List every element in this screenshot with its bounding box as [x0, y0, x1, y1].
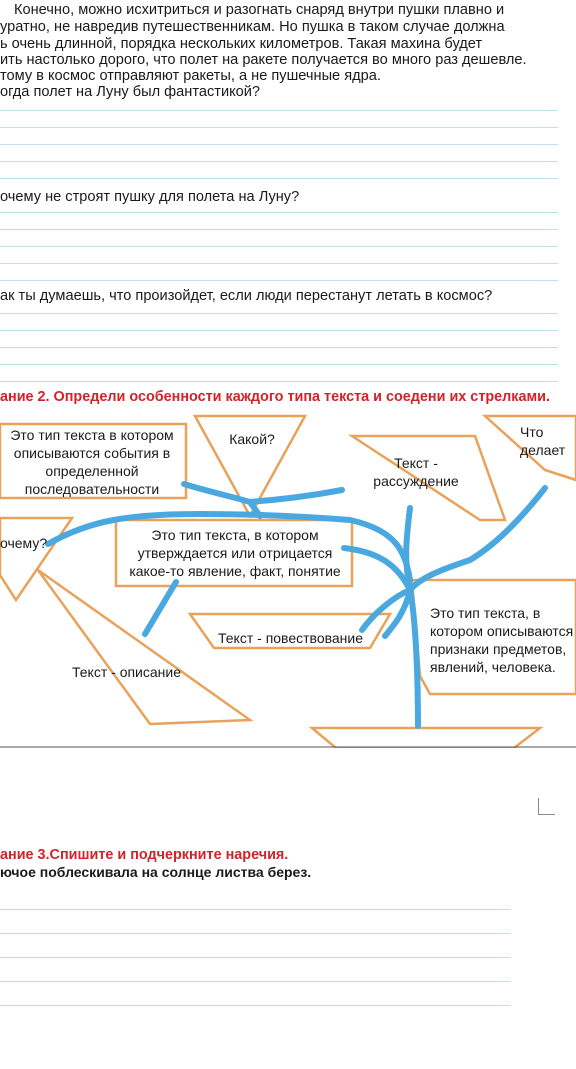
answer-line[interactable] [0, 347, 558, 348]
box-kakoy-text: Какой? [229, 431, 275, 447]
intro-line: Конечно, можно исхитриться и разогнать снаряд внутри пушки плавно и [14, 2, 505, 18]
question-1: огда полет на Луну был фантастикой? [0, 84, 261, 100]
box-bottom-outline [312, 728, 540, 748]
corner-mark [538, 798, 555, 815]
answer-line[interactable] [0, 957, 511, 958]
answer-line[interactable] [0, 161, 558, 162]
box-chto-text: Что делает [520, 424, 566, 458]
question-3: ак ты думаешь, что произойдет, если люди перестанут летать в космос? [0, 288, 493, 304]
box-povestvovanie-text: Текст - повествование [218, 630, 364, 646]
question-2: очему не строят пушку для полета на Луну? [0, 189, 300, 205]
answer-line[interactable] [0, 212, 558, 213]
answer-line[interactable] [0, 933, 511, 934]
answer-line[interactable] [0, 909, 511, 910]
task-3-title: ание 3.Спишите и подчеркните наречия. [0, 847, 289, 863]
answer-line[interactable] [0, 364, 558, 365]
intro-line: уратно, не навредив путешественникам. Но пушка в таком случае должна [0, 19, 505, 35]
answer-line[interactable] [0, 313, 558, 314]
box-opisanie-text: Текст - описание [72, 664, 181, 680]
connector-line [410, 488, 545, 590]
answer-line[interactable] [0, 263, 558, 264]
answer-line[interactable] [0, 144, 558, 145]
answer-line[interactable] [0, 178, 558, 179]
answer-line[interactable] [0, 246, 558, 247]
box-pochemu-text: очему? [0, 535, 48, 551]
box-events-text: Это тип текста в котором описываются события в определенной последовательности [10, 427, 174, 497]
answer-line[interactable] [0, 1005, 511, 1006]
box-affirms-text: Это тип текста, в котором утверждается или отрицается какое-то явление, факт, понятие [129, 527, 341, 579]
intro-line: ить настолько дорого, что полет на ракете получается во много раз дешевле. [0, 52, 527, 68]
answer-line[interactable] [0, 981, 511, 982]
task-2-title: ание 2. Определи особенности каждого типа текста и соедени их стрелками. [0, 389, 550, 405]
intro-line: тому в космос отправляют ракеты, а не пушечные ядра. [0, 68, 381, 84]
answer-line[interactable] [0, 381, 558, 382]
answer-line[interactable] [0, 127, 558, 128]
connector-line [406, 508, 410, 590]
answer-line[interactable] [0, 229, 558, 230]
answer-line[interactable] [0, 330, 558, 331]
intro-line: ь очень длинной, порядка нескольких километров. Такая махина будет [0, 36, 483, 52]
box-rassuzhdenie-text: Текст - рассуждение [373, 455, 459, 489]
answer-line[interactable] [0, 280, 558, 281]
task-3-sentence: ючое поблескивала на солнце листва берез. [0, 864, 312, 880]
connector-line [410, 590, 418, 726]
box-priznaki-text: Это тип текста, в котором описываются признаки предметов, явлений, человека. [430, 605, 574, 675]
answer-line[interactable] [0, 110, 558, 111]
connector-line [145, 582, 176, 634]
